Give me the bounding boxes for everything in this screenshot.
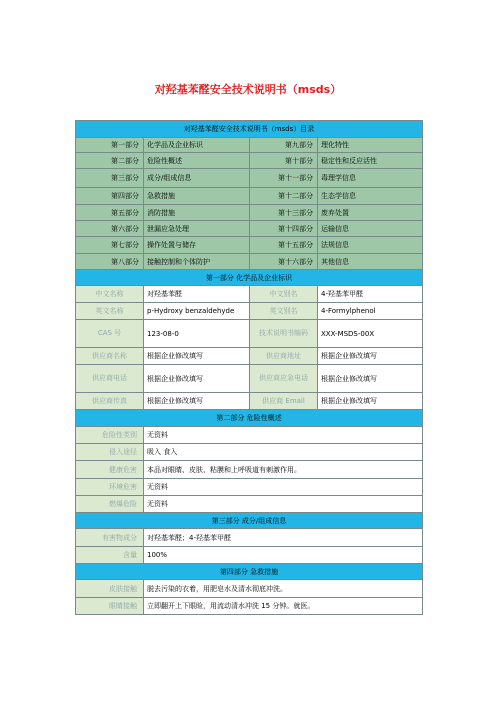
- field-value: 4-Formylphenol: [318, 303, 423, 320]
- toc-left-text: 急救措施: [144, 188, 250, 205]
- field-label: 侵入途径: [76, 444, 144, 461]
- section-header-row: [76, 410, 423, 427]
- toc-left-num: 第八部分: [76, 254, 144, 270]
- toc-right-text: 理化特性: [318, 138, 423, 153]
- toc-right-num: 第十二部分: [250, 188, 318, 205]
- field-value: 脱去污染的衣着，用肥皂水及清水彻底冲洗。: [144, 580, 423, 598]
- toc-row: [76, 138, 423, 153]
- field-label: 供应商 Email: [250, 393, 318, 410]
- toc-row: [76, 153, 423, 169]
- field-value: 吸入 食入: [144, 444, 423, 461]
- info-row: [76, 598, 423, 615]
- toc-right-num: 第十五部分: [250, 237, 318, 254]
- field-value: 无资料: [144, 427, 423, 444]
- field-label: 中文名称: [76, 286, 144, 303]
- field-label: 环境危害: [76, 479, 144, 496]
- field-value: 根据企业修改填写: [318, 348, 423, 365]
- field-value: XXX-MSDS-00X: [318, 320, 423, 348]
- field-value: 无资料: [144, 496, 423, 513]
- toc-row: [76, 205, 423, 221]
- toc-left-text: 化学品及企业标识: [144, 138, 250, 153]
- info-row: [76, 580, 423, 598]
- toc-right-num: 第十一部分: [250, 169, 318, 188]
- field-value: 立即翻开上下眼睑，用流动清水冲洗 15 分钟。就医。: [144, 598, 423, 615]
- section1-header: 第一部分 化学品及企业标识: [76, 270, 423, 286]
- toc-left-num: 第一部分: [76, 138, 144, 153]
- toc-left-text: 成分/组成信息: [144, 169, 250, 188]
- info-row: [76, 393, 423, 410]
- toc-row: [76, 237, 423, 254]
- field-value: 100%: [144, 547, 423, 564]
- field-value: 本品对眼睛、皮肤、粘膜和上呼吸道有刺激作用。: [144, 461, 423, 479]
- toc-right-text: 运输信息: [318, 221, 423, 237]
- field-value: 123-08-0: [144, 320, 250, 348]
- field-value: 4-羟基苯甲醛: [318, 286, 423, 303]
- toc-row: [76, 188, 423, 205]
- toc-right-text: 其他信息: [318, 254, 423, 270]
- info-row: [76, 365, 423, 393]
- toc-right-text: 废弃处置: [318, 205, 423, 221]
- toc-row: [76, 221, 423, 237]
- toc-right-num: 第十四部分: [250, 221, 318, 237]
- field-label: 英文名称: [76, 303, 144, 320]
- info-row: [76, 348, 423, 365]
- info-row: [76, 320, 423, 348]
- toc-left-text: 操作处置与储存: [144, 237, 250, 254]
- toc-left-num: 第五部分: [76, 205, 144, 221]
- field-value: 根据企业修改填写: [144, 393, 250, 410]
- field-label: 供应商电话: [76, 365, 144, 393]
- toc-left-text: 危险性概述: [144, 153, 250, 169]
- info-row: [76, 479, 423, 496]
- info-row: [76, 529, 423, 547]
- section-header-row: [76, 513, 423, 529]
- toc-right-text: 毒理学信息: [318, 169, 423, 188]
- toc-right-num: 第十六部分: [250, 254, 318, 270]
- toc-header: 对羟基苯醛安全技术说明书（msds）目录: [76, 121, 423, 138]
- field-label: 中文别名: [250, 286, 318, 303]
- field-value: 根据企业修改填写: [144, 348, 250, 365]
- field-label: 眼睛接触: [76, 598, 144, 615]
- info-row: [76, 427, 423, 444]
- field-value: 根据企业修改填写: [144, 365, 250, 393]
- field-value: 无资料: [144, 479, 423, 496]
- info-row: [76, 303, 423, 320]
- field-label: 供应商名称: [76, 348, 144, 365]
- toc-right-text: 法规信息: [318, 237, 423, 254]
- info-row: [76, 444, 423, 461]
- section3-header: 第三部分 成分/组成信息: [76, 513, 423, 529]
- field-value: 根据企业修改填写: [318, 393, 423, 410]
- toc-right-num: 第十三部分: [250, 205, 318, 221]
- toc-left-text: 接触控制和个体防护: [144, 254, 250, 270]
- field-value: 根据企业修改填写: [318, 365, 423, 393]
- info-row: [76, 496, 423, 513]
- field-value: 对羟基苯醛；4-羟基苯甲醛: [144, 529, 423, 547]
- section-header-row: [76, 270, 423, 286]
- field-label: 供应商应急电话: [250, 365, 318, 393]
- toc-left-num: 第二部分: [76, 153, 144, 169]
- field-value: p-Hydroxy benzaldehyde: [144, 303, 250, 320]
- field-label: 健康危害: [76, 461, 144, 479]
- toc-right-num: 第九部分: [250, 138, 318, 153]
- toc-left-num: 第三部分: [76, 169, 144, 188]
- info-row: [76, 547, 423, 564]
- info-row: [76, 461, 423, 479]
- section4-header: 第四部分 急救措施: [76, 564, 423, 580]
- field-label: 燃爆危险: [76, 496, 144, 513]
- section-header-row: [76, 564, 423, 580]
- toc-right-text: 生态学信息: [318, 188, 423, 205]
- field-label: 有害物成分: [76, 529, 144, 547]
- toc-header-row: [76, 121, 423, 138]
- field-label: 含量: [76, 547, 144, 564]
- section2-header: 第二部分 危险性概述: [76, 410, 423, 427]
- field-value: 对羟基苯醛: [144, 286, 250, 303]
- toc-right-text: 稳定性和反应活性: [318, 153, 423, 169]
- toc-left-num: 第六部分: [76, 221, 144, 237]
- field-label: CAS 号: [76, 320, 144, 348]
- field-label: 供应商地址: [250, 348, 318, 365]
- toc-left-text: 泄漏应急处理: [144, 221, 250, 237]
- field-label: 英文别名: [250, 303, 318, 320]
- toc-row: [76, 169, 423, 188]
- document-title: 对羟基苯醛安全技术说明书（msds）: [154, 83, 342, 96]
- field-label: 皮肤接触: [76, 580, 144, 598]
- info-row: [76, 286, 423, 303]
- toc-row: [76, 254, 423, 270]
- field-label: 技术说明书编码: [250, 320, 318, 348]
- toc-left-num: 第四部分: [76, 188, 144, 205]
- toc-right-num: 第十部分: [250, 153, 318, 169]
- field-label: 危险性类别: [76, 427, 144, 444]
- toc-left-text: 消防措施: [144, 205, 250, 221]
- msds-table: [75, 120, 423, 615]
- toc-left-num: 第七部分: [76, 237, 144, 254]
- field-label: 供应商传真: [76, 393, 144, 410]
